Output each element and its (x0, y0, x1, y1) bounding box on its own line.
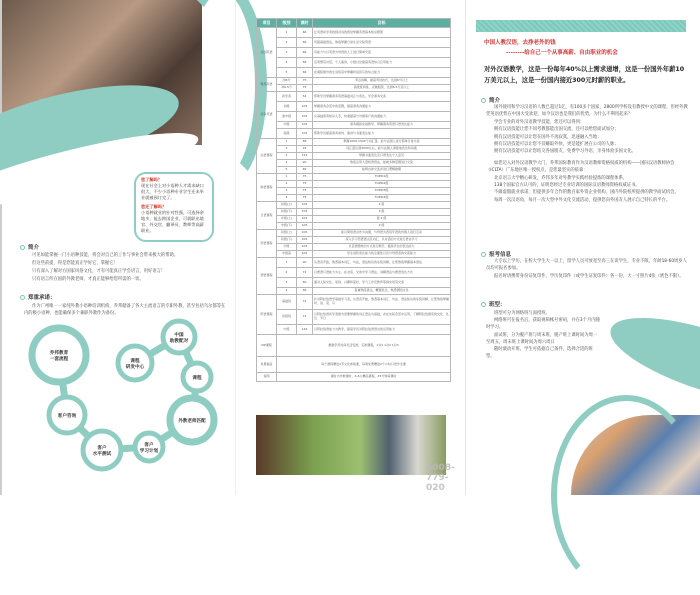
table-row (257, 268, 451, 278)
goal-cell: 从基础商务知识入手，快速提高与外国客户的沟通能力 (313, 112, 451, 122)
hours-cell: 75 (297, 174, 313, 181)
intro-heading (20, 243, 39, 251)
table-row (257, 153, 451, 160)
classes-line: 随时滚动开班，学生可依据自己条件，选择合适的班型。 (486, 347, 593, 360)
category-cell: 日语课程 (257, 202, 277, 230)
flow-node-label: 乔邦教育 (49, 351, 69, 356)
headline: 对外汉语教学，这是一份每年40%以上需求递增，这是一份国外年薪10万美元以上，这是一份国内接近300元时薪的职业。 (484, 66, 685, 84)
table-row (257, 357, 451, 373)
right-intro-line: 138个国家官方认可的，证明您经过专业培训的国际汉语教师资格权威证书。 (494, 183, 640, 189)
table-row (257, 230, 451, 237)
hours-cell: 105 (297, 223, 313, 230)
right-intro-line: 如您迈入对外汉语教学大门，乔邦国际教育作为汉语教师资格权威的机构——国际汉语教师协会（ICLTA）广东地区唯一授权点，是您最坚实的依靠： (486, 160, 675, 174)
goal-cell: 掌握书面表达及口语表达个人意见 (313, 153, 451, 160)
middle-panel (235, 0, 465, 495)
bullet-circle-icon (20, 295, 25, 300)
goal-cell: 熟练运用大量短语语法，能就多种话题进行交流 (313, 160, 451, 167)
level-cell: 2 (277, 268, 297, 278)
header-hours: 课时 (297, 19, 313, 28)
phone-number: 4008-779-020 (426, 463, 455, 493)
goal-cell: 以德语口语能力为主，在对话、交谈中学习语法，讲解语法与德语表达方式 (313, 268, 451, 278)
goal-cell: 针对阿拉伯语零基础学习者，从语音开始，熟悉基本词汇、句法、语法知识的系统讲解，让您熟练掌握听、说、读、写 (313, 295, 451, 310)
right-intro-line: 拥有汉语技能让您不同考教都能出国交流，还可以给您面试加分； (494, 127, 619, 133)
right-intro-line: 拥有汉语技能可以让您不仅赚取外快，更是能扩展在公司的人脉； (494, 142, 619, 148)
callout-box (134, 172, 214, 242)
goal-cell: 学生进阶表达能力的全面性以及与母语者的交流能力 (313, 251, 451, 258)
level-cell: 初级(上) (277, 230, 297, 237)
classes-line: 面试班，分为脱产班与周末班，脱产班上课时间为周一至周五，周末班上课时间为周六周日 (486, 332, 598, 345)
hours-cell: 126 (297, 325, 313, 335)
slogan-2: --------给自己一个从事高薪、自由职业的机会 (506, 50, 618, 56)
level-cell: 5 (277, 167, 297, 174)
hours-cell: 60 (297, 278, 313, 288)
level-cell: 冲6.5分 (277, 85, 297, 92)
right-intro-line: 国外使用和学习汉语的人数已超过1亿，有100多个国家，2800所学校设有教授中文的课程，但经外教凭英语优势在中国大受欢迎，如今汉语也是我们的优势，为什么不利用起来？ (486, 105, 688, 118)
right-intro-line: 北京语言大学精心研发，乔邦多年对外教学实践经验提炼的课程体系， (494, 175, 628, 181)
goal-cell: 帮助学员提高商务谈判、演讲与书面表达能力 (313, 129, 451, 139)
category-cell: 雅思英语 (257, 78, 277, 92)
goal-cell: 能以简短语言作为沟通，与母语为西班牙语的外国人进行互动 (313, 230, 451, 237)
goal-cell: 巩固基础语法，熟练掌握日常生活交际用语 (313, 38, 451, 48)
goal-cell: 准 2 级 (313, 216, 451, 223)
right-panel (465, 0, 700, 495)
hours-cell: 105 (297, 237, 313, 244)
flow-node-label: 学习计划 (139, 449, 159, 454)
bullet-circle-icon (481, 302, 486, 307)
goal-cell: 2 级 (313, 223, 451, 230)
hours-cell: 105 (297, 251, 313, 258)
hours-cell: 75 (297, 181, 313, 188)
level-cell: 4 (277, 58, 297, 68)
classes-line: 班型可分为网络班与面授班。 (494, 311, 550, 316)
callout-answer-2: 小语种就业的针对性强，可选择余地多，能去跨国企业，可就职出境官、外交官、翻译员、教师等高薪职业。 (141, 210, 204, 233)
table-row (257, 68, 451, 78)
hours-cell: 90 (297, 258, 313, 268)
level-cell: 1 (277, 174, 297, 181)
level-cell: 3 (277, 188, 297, 195)
hours-cell: 69 (297, 167, 313, 174)
hours-cell: 72 (297, 295, 313, 310)
hours-cell: 54 (297, 92, 313, 102)
classes-text (486, 310, 601, 360)
goal-cell: TOPIK2级 (313, 181, 451, 188)
goal-cell: 运用情景对话，个人演讲，小组讨论提高英语综合应用能力 (313, 58, 451, 68)
level-cell: 初级(下) (277, 237, 297, 244)
hours-cell: 105 (297, 209, 313, 216)
header-project: 项目 (257, 19, 277, 28)
level-cell: 中级 (277, 325, 297, 335)
classes-line: 网络班可在报名后，获取视频帐号密码，并在3个月内随时学习。 (486, 318, 600, 331)
table-row (257, 122, 451, 129)
level-cell: 初级 (277, 102, 297, 112)
goal-cell: 词汇量达到3000左右，能与法国人清楚地表达和沟通 (313, 146, 451, 153)
table-row (257, 237, 451, 244)
table-row (257, 146, 451, 153)
table-row (257, 78, 451, 85)
goal-cell: 让英语初学者找到对词的感觉掌握英语基本知识框架 (313, 28, 451, 38)
hours-cell: 93 (297, 146, 313, 153)
table-row (257, 310, 451, 325)
hours-cell: 105 (297, 202, 313, 209)
table-row (257, 251, 451, 258)
level-cell: 4 (277, 288, 297, 295)
flow-node-label: 客户 (97, 446, 107, 451)
hours-cell: 66 (297, 48, 313, 58)
goal-cell: 帮助学员掌握商务英语基础词汇与表达，学会商务交流 (313, 92, 451, 102)
goal-cell: 考点讲解，提高考试技巧，达到6分以上 (313, 78, 451, 85)
bullet-circle-icon (481, 98, 486, 103)
header-goal: 目标 (313, 19, 451, 28)
table-row (257, 244, 451, 251)
level-cell: 中级 (277, 244, 297, 251)
right-intro-heading (481, 96, 500, 104)
level-cell: 中级高 (277, 251, 297, 258)
table-row (257, 160, 451, 167)
flow-node-label: 助教配对 (169, 339, 189, 344)
level-cell: 3 (277, 48, 297, 58)
classes-heading (481, 300, 506, 308)
table-row (257, 216, 451, 223)
goal-cell: 掌握1000-1500个词汇量，能与法国人进行简单日常交流 (313, 139, 451, 146)
goal-cell: 着重熟练语法，精通表达，熟悉德国文化 (313, 288, 451, 295)
merged-cell: 每个课程赠送1节文化体验课，每周免费赠送2个小时口语沙龙课 (277, 357, 451, 373)
table-row (257, 278, 451, 288)
table-row (257, 373, 451, 382)
goal-cell: 高级度训练，突破瓶颈，达到6.5分及以上 (313, 85, 451, 92)
hours-cell: 105 (297, 102, 313, 112)
level-cell: 高级 (277, 129, 297, 139)
category-cell: 阿语课程 (257, 295, 277, 335)
goal-cell: 面对人际交往、家庭、兴趣和爱好，学习工作及教育等真实场景交流 (313, 278, 451, 288)
table-row (257, 58, 451, 68)
right-intro-text (486, 104, 688, 204)
hours-cell: 66 (297, 139, 313, 146)
level-cell: 基础班 (277, 295, 297, 310)
level-cell: 4 (277, 160, 297, 167)
merged-cell: 根据学员时间灵活安排，定制课程，1对1 1对2 1对3 (277, 335, 451, 357)
level-cell: 2 (277, 146, 297, 153)
callout-question-1: 您了解吗？ (141, 177, 162, 182)
intro-line: 但这些前提，得是您能真正学好它，掌握它！ (32, 261, 118, 266)
category-cell: 德语课程 (257, 258, 277, 295)
goal-cell: 3 级 (313, 209, 451, 216)
callout-question-2: 您还了解吗？ (141, 204, 167, 209)
level-cell: 4 (277, 195, 297, 202)
flow-node-label: 中国 (174, 333, 184, 338)
goal-cell: 以阿拉伯语能力为教学，提高学员对阿拉伯语语言的运用能力 (313, 325, 451, 335)
apply-line: 报名时请携带身份证复印件，学历复印件（或学生证复印件）各一份，大一寸照片4张（底色不限）。 (494, 273, 684, 279)
table-row (257, 139, 451, 146)
hours-cell: 124 (297, 153, 313, 160)
table-row (257, 38, 451, 48)
goal-cell: 以话语题材的方式进行教学，提高学生的表达能力 (313, 244, 451, 251)
hours-cell: 105 (297, 122, 313, 129)
apply-heading (481, 250, 511, 258)
category-cell: 说明 (257, 373, 277, 382)
hours-cell: 72 (297, 310, 313, 325)
apply-line: 大专以上学历，在校大学生大一以上，留学人员可放宽至高三在读学生，专业不限，年龄18-60周岁人员均可报名参加。 (486, 259, 687, 272)
category-cell: 法语课程 (257, 139, 277, 174)
category-cell: 韩语课程 (257, 174, 277, 202)
hours-cell: 66 (297, 68, 313, 78)
hours-cell: 105 (297, 129, 313, 139)
level-cell: 准中级 (277, 112, 297, 122)
promise-title: 郑重承诺： (28, 295, 56, 301)
intro-line: 只有深入了解对方国家风俗文化，才有可能真正学会语言，用好语言！ (32, 269, 166, 274)
hours-cell: 66 (297, 28, 313, 38)
level-cell: 1 (277, 258, 297, 268)
table-row (257, 202, 451, 209)
hours-cell: 66 (297, 288, 313, 295)
table-row (257, 85, 451, 92)
level-cell: 3 (277, 153, 297, 160)
flow-node-label: 水平测试 (92, 452, 112, 457)
category-cell: VIP课程 (257, 335, 277, 357)
goal-cell: 从语音开始，熟悉基本词汇、句法，语法知识的系统讲解，让您熟练掌握基本语法 (313, 258, 451, 268)
level-cell: 3 (277, 278, 297, 288)
flow-node-label: 课程 (130, 359, 140, 364)
hours-cell: 66 (297, 38, 313, 48)
table-row (257, 209, 451, 216)
flow-node-label: 课程 (192, 376, 202, 381)
table-row (257, 335, 451, 357)
right-intro-line: 不做虚假就业承诺，但提供多年合作的数百家外资企业机构，国内外院校所提供的教学面试机会。 (494, 190, 679, 196)
level-cell: 初学者 (277, 92, 297, 102)
goal-cell: TOPIK3级 (313, 188, 451, 195)
goal-cell: 掌握商务会话中的话题，提高商务沟通能力 (313, 102, 451, 112)
intro-text (24, 252, 229, 284)
bullet-circle-icon (20, 245, 25, 250)
right-intro-line: 拥有汉语技能可以让您结交各国朋友，免费学习外语，亲身体验多国文化。 (494, 149, 636, 155)
level-cell: 冲6分 (277, 78, 297, 85)
bullet-circle-icon (481, 252, 486, 257)
flow-node-label: 研发中心 (125, 365, 145, 370)
goal-cell: 在模拟国外的生活场景中掌握听说读写的综合能力 (313, 68, 451, 78)
hours-cell: 105 (297, 216, 313, 223)
goal-cell: 商务模拟实战教学，掌握商务英语口语表达能力 (313, 122, 451, 129)
right-intro-line: 每周一次汉语角，每月一次大型中外文化交流活动，提供您向外国友人展示自己特长的平台。 (494, 197, 671, 203)
table-row (257, 223, 451, 230)
table-row (257, 188, 451, 195)
hours-cell: 72 (297, 268, 313, 278)
category-cell: 出国英语 (257, 28, 277, 78)
hours-cell: 75 (297, 188, 313, 195)
level-cell: 中级(下) (277, 223, 297, 230)
level-cell: 初级班 (277, 310, 297, 325)
hours-cell: 90 (297, 160, 313, 167)
table-row (257, 92, 451, 102)
right-intro-title: 简介 (489, 98, 501, 104)
goal-cell: 深入学习西语语法及词汇，以对话的方式进行语言学习 (313, 237, 451, 244)
right-intro-line: 学会专业的对外汉语教学技能，您还可以得到： (494, 119, 585, 125)
intro-line: 可见如能掌握一门小语种技能，将会对自己的工作与事业会带来极大的帮助。 (32, 253, 179, 258)
level-cell: 中级 (277, 122, 297, 129)
table-row (257, 129, 451, 139)
classes-title: 班型： (489, 302, 506, 308)
slogan-1: 中国人教汉语，去挣老外的钱 (484, 40, 556, 46)
flow-node-label: 客户 (144, 443, 154, 448)
table-row (257, 181, 451, 188)
table-row (257, 167, 451, 174)
hours-cell: 75 (297, 78, 313, 85)
intro-title: 简介 (28, 245, 40, 251)
level-cell: 2 (277, 181, 297, 188)
group-photo (256, 415, 446, 475)
level-cell: 5 (277, 68, 297, 78)
level-cell: 1 (277, 28, 297, 38)
category-cell: 西语课程 (257, 230, 277, 258)
level-cell: 初级(上) (277, 202, 297, 209)
table-row (257, 325, 451, 335)
hours-cell: 105 (297, 244, 313, 251)
left-panel (0, 0, 235, 495)
level-cell: 2 (277, 38, 297, 48)
goal-cell: TOPIK1级 (313, 174, 451, 181)
callout-answer-1: 现在社会上对小语种人才需求缺口很大，不少小语种专业学生还未毕业就被预订完了。 (141, 183, 204, 200)
promise-heading (20, 293, 56, 301)
table-row (257, 102, 451, 112)
goal-cell: 4 级 (313, 202, 451, 209)
level-cell: 1 (277, 139, 297, 146)
hours-cell: 75 (297, 195, 313, 202)
course-table (256, 18, 451, 382)
hours-cell: 105 (297, 112, 313, 122)
promise-paragraph: 作为广州唯一一家纯外教小语种培训机构，乔邦储备了各大主流语言的专职外教，甚至包括乌尔都等在内的极小语种，也能确保多个兼职外教作为备份。 (24, 304, 226, 316)
apply-text (486, 258, 688, 280)
level-cell: 中级(上) (277, 216, 297, 223)
hours-cell: 75 (297, 85, 313, 92)
goal-cell: 以阿拉伯语初学者最为需要掌握的词汇语法为基础，并在实际会话中运用，了解阿拉伯国家的文化、礼仪、节日 (313, 310, 451, 325)
apply-title: 报考信息 (489, 252, 512, 258)
header-level: 级别 (277, 19, 297, 28)
table-row (257, 174, 451, 181)
table-row (257, 195, 451, 202)
goal-cell: 能够自如交流并进行逻辑推理 (313, 167, 451, 174)
level-cell: 初级(下) (277, 209, 297, 216)
goal-cell: TOPIK4级 (313, 195, 451, 202)
teal-banner (476, 20, 686, 32)
merged-cell: 课时为外教课时，4-6人精品课程，45分钟每课时 (277, 373, 451, 382)
hours-cell: 66 (297, 58, 313, 68)
table-row (257, 48, 451, 58)
flow-node-label: 外教老师匹配 (178, 419, 206, 424)
table-row (257, 288, 451, 295)
hours-cell: 105 (297, 230, 313, 237)
table-row (257, 295, 451, 310)
goal-cell: 有能力与以英语为母语的人士进行简单交流 (313, 48, 451, 58)
intro-line: 只有语言所在国的外教老师，才真正能够给您所需的一切。 (32, 277, 144, 282)
category-cell: 免费福音 (257, 357, 277, 373)
table-row (257, 112, 451, 122)
flow-node-label: 客户咨询 (57, 414, 77, 419)
teal-arc (551, 395, 700, 595)
category-cell: 商务英语 (257, 92, 277, 139)
table-row (257, 28, 451, 38)
process-flow-diagram (2, 310, 237, 495)
right-intro-line: 拥有汉语技能可以让您在国外不再寂寞，迅速融入当地； (494, 134, 602, 140)
table-row (257, 258, 451, 268)
flow-node-label: 一套流程 (49, 357, 69, 362)
